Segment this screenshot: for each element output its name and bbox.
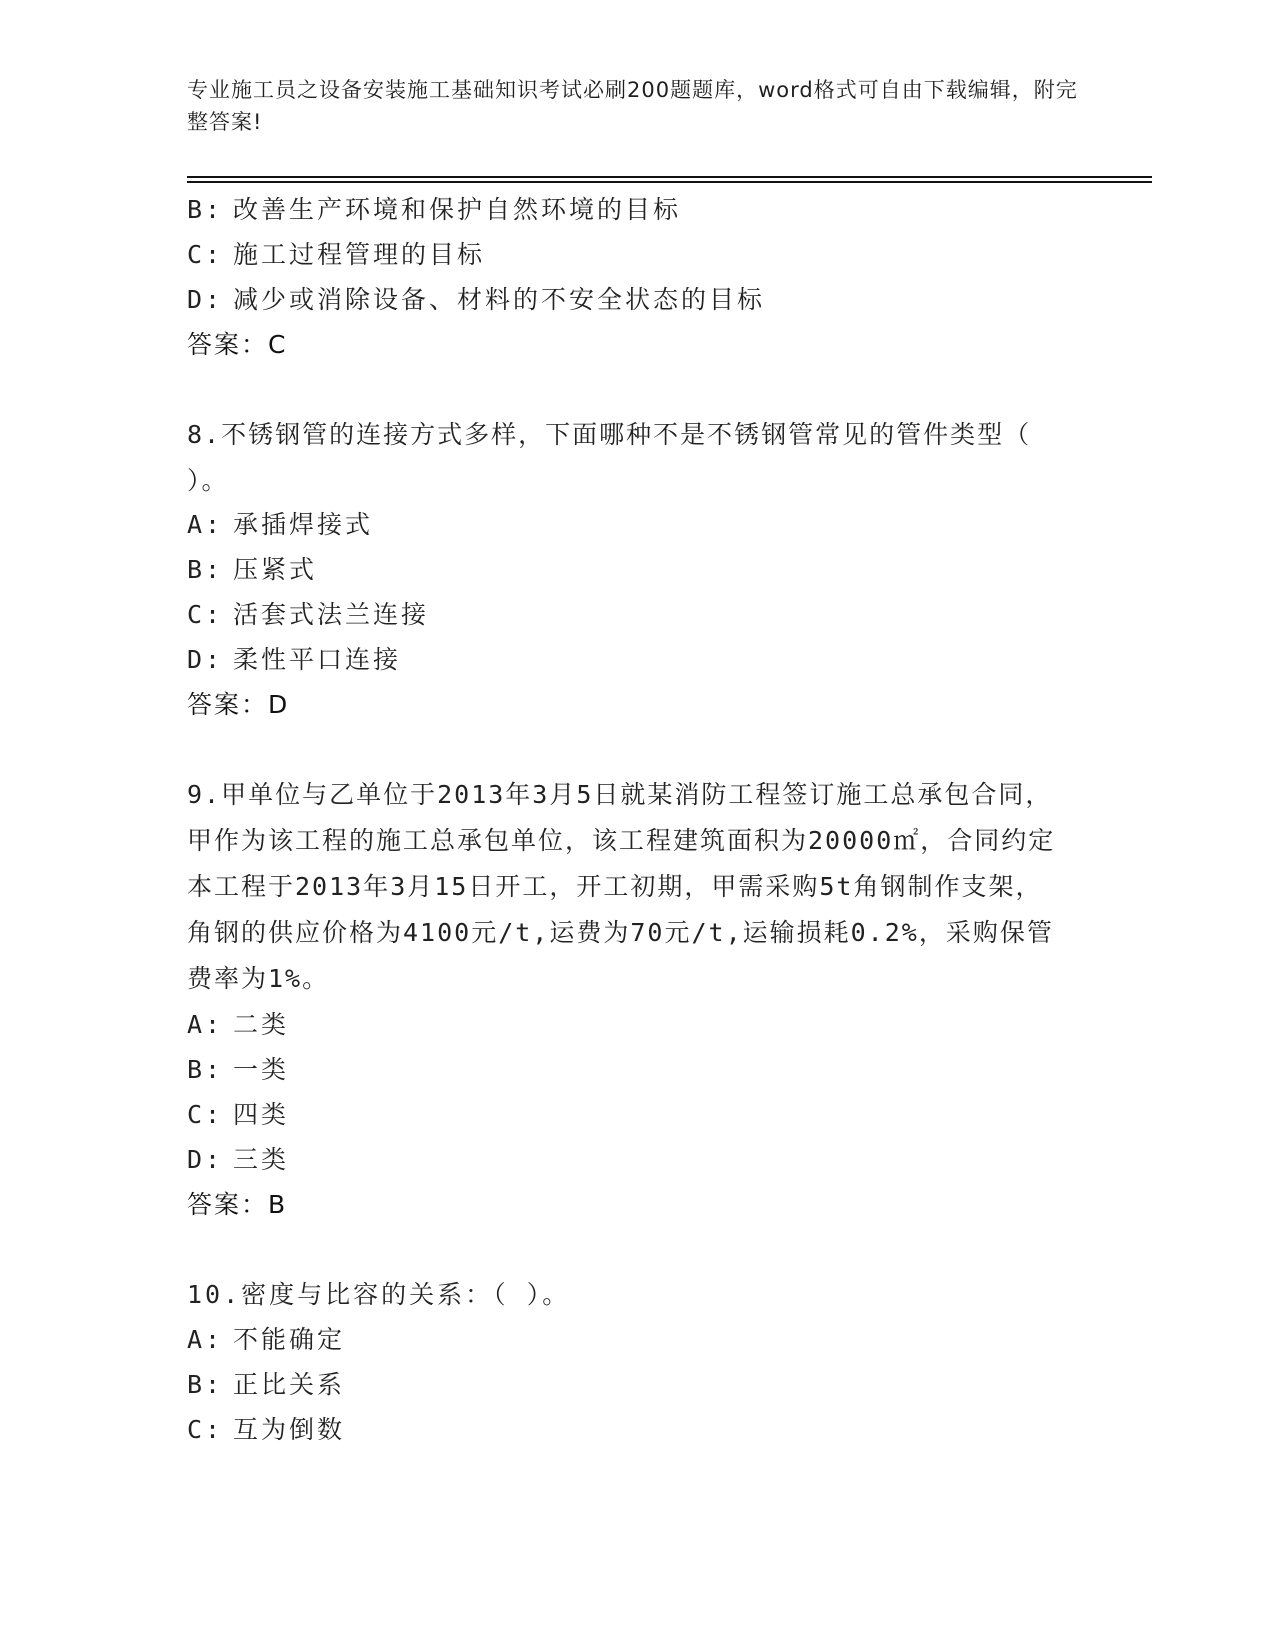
q7-option-c: C: 施工过程管理的目标 [187, 240, 486, 269]
q9-option-a: A: 二类 [187, 1010, 290, 1039]
q9-option-b: B: 一类 [187, 1055, 290, 1084]
q8-option-c: C: 活套式法兰连接 [187, 600, 430, 629]
q8-stem: 8.不锈钢管的连接方式多样，下面哪种不是不锈钢管常见的管件类型（ ）。 [187, 420, 1032, 495]
header-rule-top [187, 176, 1152, 178]
q10-stem: 10.密度与比容的关系：（ ）。 [187, 1280, 571, 1309]
q7-option-b: B: 改善生产环境和保护自然环境的目标 [187, 195, 682, 224]
q9-option-c: C: 四类 [187, 1100, 290, 1129]
q10-option-a: A: 不能确定 [187, 1325, 346, 1354]
q8-answer: 答案：D [187, 690, 290, 719]
q7-answer: 答案：C [187, 330, 288, 359]
header-rule-bottom [187, 181, 1152, 183]
q8-option-a: A: 承插焊接式 [187, 510, 374, 539]
q8-option-d: D: 柔性平口连接 [187, 645, 402, 674]
q10-option-c: C: 互为倒数 [187, 1415, 346, 1444]
q10-option-b: B: 正比关系 [187, 1370, 346, 1399]
document-header: 专业施工员之设备安装施工基础知识考试必刷200题题库，word格式可自由下载编辑，附完整答案! [187, 78, 1078, 134]
q9-option-d: D: 三类 [187, 1145, 290, 1174]
q9-answer: 答案：B [187, 1190, 288, 1219]
q8-option-b: B: 压紧式 [187, 555, 318, 584]
q9-stem: 9.甲单位与乙单位于2013年3月5日就某消防工程签订施工总承包合同，甲作为该工程的施工总承包单位，该工程建筑面积为20000㎡，合同约定本工程于2013年3月15日开工，开工初期，甲需采购5t角钢制作支架，角钢的供应价格为4100元/t,运费为70元/t,运输损耗0.2%，采购保管费率为1%。 [187, 780, 1056, 993]
q7-option-d: D: 减少或消除设备、材料的不安全状态的目标 [187, 285, 766, 314]
